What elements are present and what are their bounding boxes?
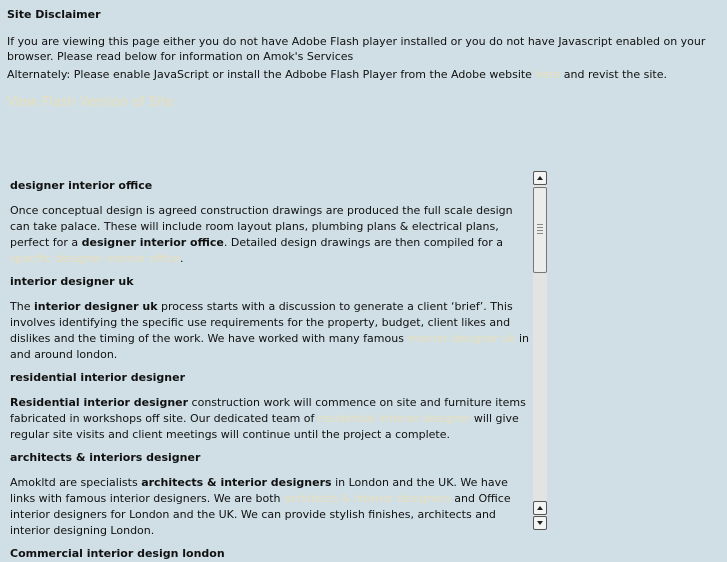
- section-link[interactable]: specific designer interior office: [10, 252, 180, 265]
- text: process starts with a discussion to generate a client ‘brief’. This involves identifying the specific use requirements for the property, budget, client likes and dislikes and the timing of the work. We have worked with many famous: [10, 300, 513, 345]
- text: Once conceptual design is agreed construction drawings are produced the full scale design can take palace. These will include room layout plans, plumbing plans & electrical plans, perfect for a: [10, 204, 513, 249]
- text: in and around london.: [10, 332, 530, 361]
- section-text: [10, 299, 533, 363]
- text: . Detailed design drawings are then compiled for a: [223, 236, 503, 249]
- keyword: interior designer uk: [33, 300, 158, 313]
- alt-text-before: Alternately: Please enable JavaScript or install the Adbobe Flash Player from the Adobe website: [7, 68, 536, 81]
- section-heading: residential interior designer: [10, 371, 185, 384]
- text: construction work will commence on site and furniture items fabricated in workshops off site. Our dedicated team of: [10, 396, 526, 425]
- section-heading: Commercial interior design london: [10, 547, 225, 560]
- text: will give regular site visits and client meetings will continue until the project a complete.: [10, 412, 519, 441]
- scroll-up-arrow-icon[interactable]: [533, 501, 547, 515]
- content-scroll-area[interactable]: [6, 171, 547, 560]
- section-heading: interior designer uk: [10, 275, 134, 288]
- text: The: [10, 300, 34, 313]
- adobe-link[interactable]: here: [535, 68, 561, 81]
- text: in London and the UK. We have links with famous interior designers. We are both: [10, 476, 508, 505]
- section-link[interactable]: architects & interior designers: [284, 492, 451, 505]
- content: [10, 171, 533, 562]
- keyword: designer interior office: [81, 236, 224, 249]
- section-heading: designer interior office: [10, 179, 153, 192]
- section-link[interactable]: residential interior designer: [317, 412, 471, 425]
- text: Amokltd are specialists: [10, 476, 142, 489]
- section-text: [10, 395, 533, 443]
- disclaimer-alternative: [7, 68, 667, 81]
- scrollbar-thumb[interactable]: [533, 187, 547, 273]
- disclaimer-text: If you are viewing this page either you do not have Adobe Flash player installed or you do not have Javascript enabled on your browser. Please read below for information on Amok's Services: [7, 35, 706, 63]
- scroll-down-arrow-icon[interactable]: [533, 516, 547, 530]
- vertical-scrollbar[interactable]: [533, 171, 547, 530]
- scroll-up-arrow-icon[interactable]: [533, 171, 547, 185]
- text: and Office interior designers for London and the UK. We can provide stylish finishes, architects and interior designing London.: [10, 492, 511, 537]
- flash-version-link[interactable]: View Flash Version of Site: [7, 95, 174, 110]
- section-heading: architects & interiors designer: [10, 451, 201, 464]
- text: .: [179, 252, 184, 265]
- alt-text-after: and revist the site.: [560, 68, 668, 81]
- keyword: architects & interior designers: [141, 476, 332, 489]
- section-text: [10, 475, 533, 539]
- section-text: [10, 203, 533, 267]
- disclaimer-title: Site Disclaimer: [7, 8, 101, 21]
- section-link[interactable]: interior designer uk: [407, 332, 516, 345]
- keyword: Residential interior designer: [10, 396, 189, 409]
